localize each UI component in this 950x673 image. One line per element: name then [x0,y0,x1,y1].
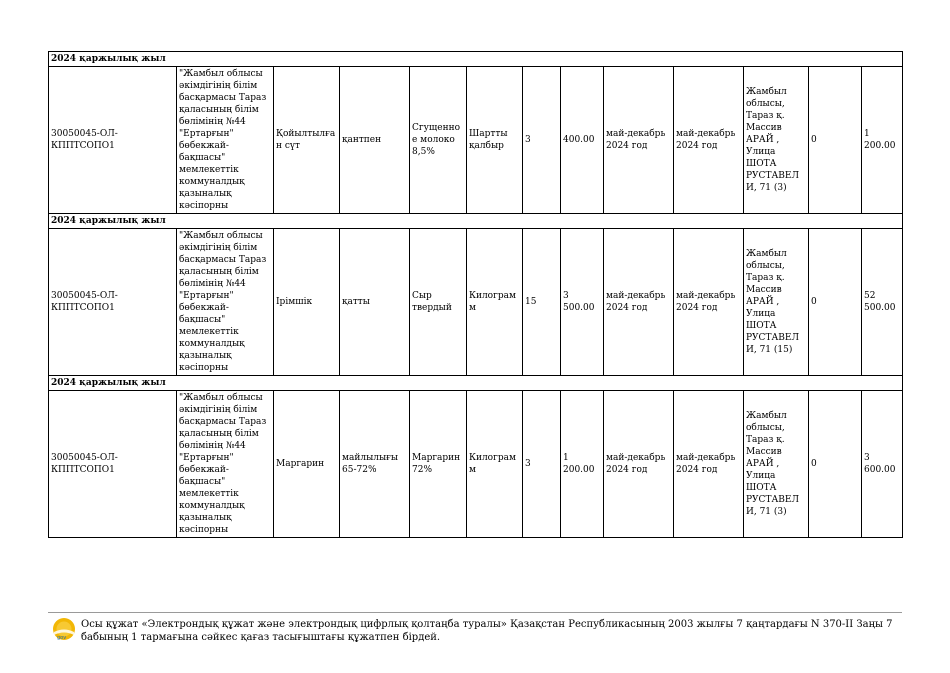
item-code: 30050045-ОЛ-КППТСОПО1 [49,67,177,214]
total-sum: 52 500.00 [862,229,903,376]
fiscal-year-label: 2024 қаржылық жыл [49,376,903,391]
unit-of-measure: Шартты қалбыр [467,67,523,214]
item-characteristic: қантпен [340,67,410,214]
contract-period: май-декабрь 2024 год [674,391,744,538]
unit-price: 1 200.00 [561,391,604,538]
item-code: 30050045-ОЛ-КППТСОПО1 [49,391,177,538]
customer-org: "Жамбыл облысы әкімдігінің білім басқармасы Тараз қаласының білім бөлімінің №44 "Ертарғын" бөбекжай-бақшасы" мемлекеттік коммуналдық қазыналық кәсіпорны [177,391,274,538]
delivery-address: Жамбыл облысы, Тараз қ. Массив АРАЙ , Улица ШОТА РУСТАВЕЛИ, 71 (3) [744,67,809,214]
quantity: 3 [523,391,561,538]
delivery-period: май-декабрь 2024 год [604,391,674,538]
table-row [49,67,903,214]
unit-of-measure: Килограмм [467,229,523,376]
delivery-period: май-декабрь 2024 год [604,229,674,376]
unit-price: 400.00 [561,67,604,214]
item-extra-description: Сыр твердый [410,229,467,376]
customer-org: "Жамбыл облысы әкімдігінің білім басқармасы Тараз қаласының білім бөлімінің №44 "Ертарғын" бөбекжай-бақшасы" мемлекеттік коммуналдық қазыналық кәсіпорны [177,67,274,214]
quantity: 15 [523,229,561,376]
egov-sun-logo-icon [52,617,76,641]
contract-period: май-декабрь 2024 год [674,229,744,376]
fiscal-year-row [49,214,903,229]
item-name: Қойылтылған сүт [274,67,340,214]
item-characteristic: қатты [340,229,410,376]
footer-legal-text: Осы құжат «Электрондық құжат және электрондық цифрлық қолтаңба туралы» Қазақстан Республикасының 2003 жылғы 7 қаңтардағы N 370-II Заңы 7 бабының 1 тармағына сәйкес қағаз тасығыштағы құжатпен бірдей. [81,619,893,643]
item-extra-description: Сгущенное молоко 8,5% [410,67,467,214]
unit-price: 3 500.00 [561,229,604,376]
fiscal-year-label: 2024 қаржылық жыл [49,214,903,229]
item-code: 30050045-ОЛ-КППТСОПО1 [49,229,177,376]
customer-org: "Жамбыл облысы әкімдігінің білім басқармасы Тараз қаласының білім бөлімінің №44 "Ертарғын" бөбекжай-бақшасы" мемлекеттік коммуналдық қазыналық кәсіпорны [177,229,274,376]
table-row [49,229,903,376]
unit-of-measure: Килограмм [467,391,523,538]
total-sum: 1 200.00 [862,67,903,214]
item-name: Ірімшік [274,229,340,376]
item-extra-description: Маргарин 72% [410,391,467,538]
svg-text:gov: gov [57,635,67,641]
advance-payment: 0 [809,67,862,214]
fiscal-year-row [49,52,903,67]
delivery-period: май-декабрь 2024 год [604,67,674,214]
item-name: Маргарин [274,391,340,538]
delivery-address: Жамбыл облысы, Тараз қ. Массив АРАЙ , Улица ШОТА РУСТАВЕЛИ, 71 (3) [744,391,809,538]
contract-period: май-декабрь 2024 год [674,67,744,214]
item-characteristic: майлылығы 65-72% [340,391,410,538]
procurement-table [48,51,903,538]
legal-footer [48,612,902,644]
fiscal-year-row [49,376,903,391]
delivery-address: Жамбыл облысы, Тараз қ. Массив АРАЙ , Улица ШОТА РУСТАВЕЛИ, 71 (15) [744,229,809,376]
advance-payment: 0 [809,391,862,538]
quantity: 3 [523,67,561,214]
total-sum: 3 600.00 [862,391,903,538]
advance-payment: 0 [809,229,862,376]
fiscal-year-label: 2024 қаржылық жыл [49,52,903,67]
table-row [49,391,903,538]
